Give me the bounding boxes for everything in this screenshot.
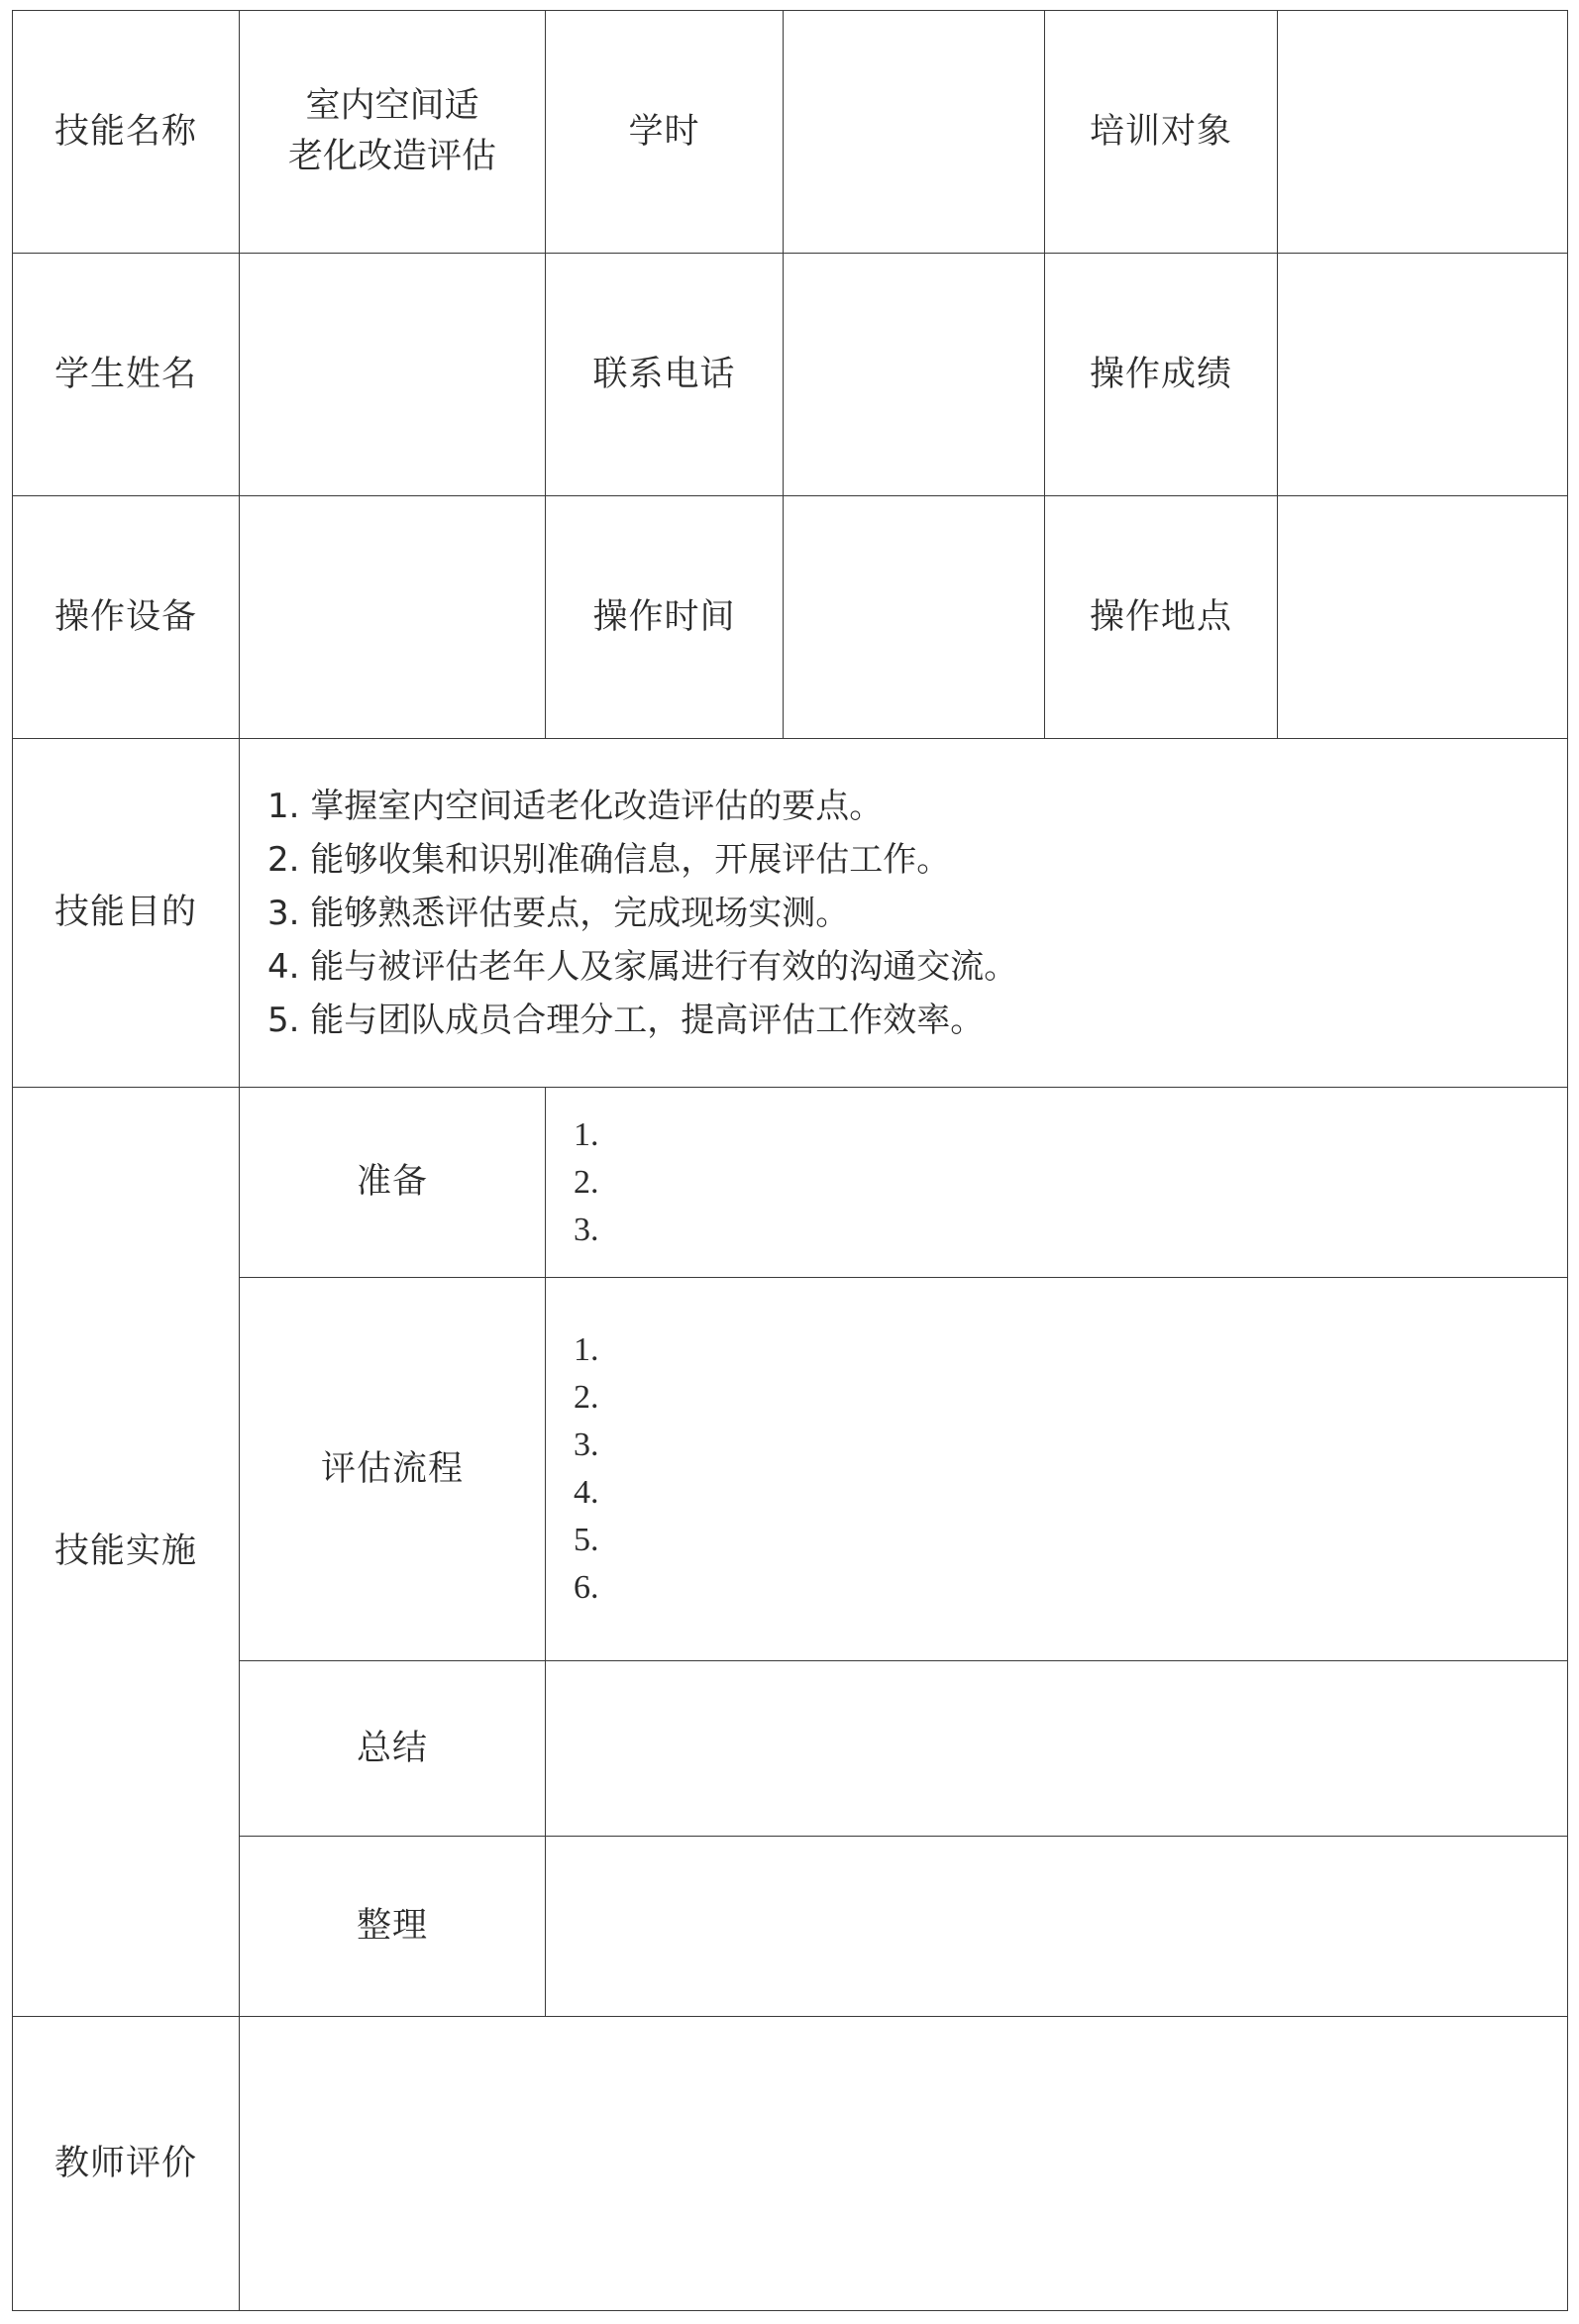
process-step-6: 6. [574, 1569, 599, 1606]
row-process [13, 1278, 1568, 1661]
time-label: 操作时间 [546, 496, 784, 739]
skill-name-line1: 室内空间适 [305, 86, 479, 127]
score-field[interactable] [1278, 254, 1568, 496]
prepare-steps[interactable] [546, 1088, 1568, 1278]
prepare-step-1: 1. [574, 1115, 599, 1153]
goals-list [240, 739, 1568, 1088]
trainee-label: 培训对象 [1045, 11, 1278, 254]
time-field[interactable] [784, 496, 1045, 739]
place-field[interactable] [1278, 496, 1568, 739]
phone-field[interactable] [784, 254, 1045, 496]
row-skill-name [13, 11, 1568, 254]
hours-field[interactable] [784, 11, 1045, 254]
prepare-label: 准备 [240, 1088, 546, 1278]
summary-label: 总结 [240, 1661, 546, 1837]
goal-item-1: 1. 掌握室内空间适老化改造评估的要点。 [267, 786, 884, 826]
process-step-3: 3. [574, 1426, 599, 1463]
skill-training-record-table [12, 10, 1568, 2311]
teacher-evaluation-field[interactable] [240, 2017, 1568, 2311]
equipment-label: 操作设备 [13, 496, 240, 739]
goal-item-2: 2. 能够收集和识别准确信息，开展评估工作。 [267, 839, 951, 880]
skill-name-value[interactable] [240, 11, 546, 254]
process-step-5: 5. [574, 1522, 599, 1558]
student-name-label: 学生姓名 [13, 254, 240, 496]
row-goals [13, 739, 1568, 1088]
process-step-2: 2. [574, 1379, 599, 1416]
goal-item-4: 4. 能与被评估老年人及家属进行有效的沟通交流。 [267, 946, 1018, 987]
goal-item-5: 5. 能与团队成员合理分工，提高评估工作效率。 [267, 1000, 985, 1040]
row-tidy [13, 1837, 1568, 2017]
tidy-field[interactable] [546, 1837, 1568, 2017]
trainee-field[interactable] [1278, 11, 1568, 254]
teacher-evaluation-label: 教师评价 [13, 2017, 240, 2311]
process-steps[interactable] [546, 1278, 1568, 1661]
prepare-step-2: 2. [574, 1163, 599, 1201]
row-prepare [13, 1088, 1568, 1278]
goals-label: 技能目的 [13, 739, 240, 1088]
tidy-label: 整理 [240, 1837, 546, 2017]
process-step-1: 1. [574, 1331, 599, 1368]
skill-name-label: 技能名称 [13, 11, 240, 254]
row-teacher-evaluation [13, 2017, 1568, 2311]
hours-label: 学时 [546, 11, 784, 254]
process-step-4: 4. [574, 1474, 599, 1511]
summary-field[interactable] [546, 1661, 1568, 1837]
row-summary [13, 1661, 1568, 1837]
place-label: 操作地点 [1045, 496, 1278, 739]
process-label: 评估流程 [240, 1278, 546, 1661]
row-student [13, 254, 1568, 496]
equipment-field[interactable] [240, 496, 546, 739]
implementation-label: 技能实施 [13, 1088, 240, 2017]
row-equipment [13, 496, 1568, 739]
student-name-field[interactable] [240, 254, 546, 496]
skill-name-line2: 老化改造评估 [287, 137, 496, 176]
score-label: 操作成绩 [1045, 254, 1278, 496]
prepare-step-3: 3. [574, 1211, 599, 1248]
phone-label: 联系电话 [546, 254, 784, 496]
goal-item-3: 3. 能够熟悉评估要点，完成现场实测。 [267, 893, 850, 933]
